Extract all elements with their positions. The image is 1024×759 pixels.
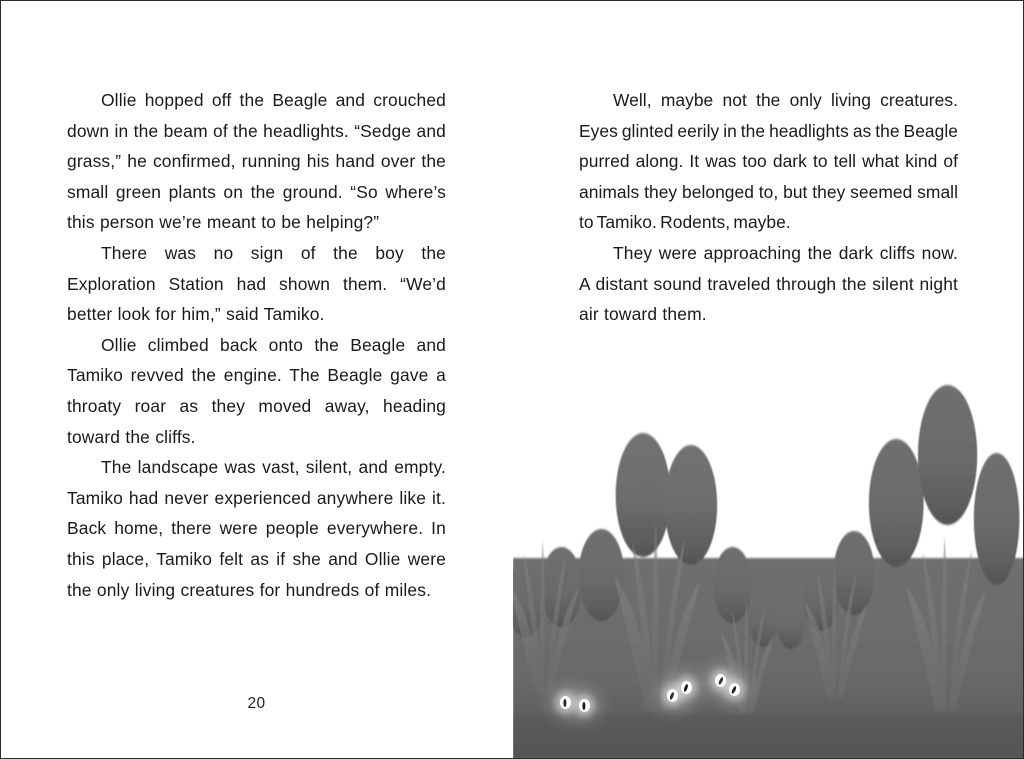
paragraph: They were approaching the dark cliffs now. A distant sound traveled through the silent night air toward them. bbox=[579, 242, 958, 325]
glowing-eye bbox=[579, 699, 590, 712]
illustration-artwork bbox=[513, 363, 1024, 759]
paragraph: There was no sign of the boy the Exploration Station had shown them. “We’d better look for him,” said Tamiko. bbox=[67, 242, 446, 325]
left-text-column bbox=[67, 85, 446, 605]
night-cliffs-illustration bbox=[513, 363, 1024, 759]
glowing-eye bbox=[681, 681, 692, 694]
paragraph: The landscape was vast, silent, and empty. Tamiko had never experienced anywhere like it. Back home, there were people everywhere. In this place, Tamiko felt as if she and Ollie were the only living creatures for hundreds of miles. bbox=[67, 457, 446, 600]
glowing-eye bbox=[667, 689, 678, 702]
paragraph: Ollie hopped off the Beagle and crouched down in the beam of the headlights. “Sedge and grass,” he confirmed, running his hand over the small green plants on the ground. “So where’s this person we’re meant to be helping?” bbox=[67, 90, 446, 233]
paragraph: Ollie climbed back onto the Beagle and Tamiko revved the engine. The Beagle gave a throaty roar as they moved away, heading toward the cliffs. bbox=[67, 334, 446, 447]
glowing-eye bbox=[729, 683, 740, 696]
glowing-eye bbox=[560, 696, 571, 709]
foreground-shadow bbox=[513, 715, 1024, 759]
right-text-column bbox=[579, 85, 958, 330]
paragraph: Well, maybe not the only living creatures. Eyes glinted eerily in the headlights as the Beagle purred along. It was too dark to tell what kind of animals they belonged to, but they seemed small to Tamiko. Rodents, maybe. bbox=[579, 90, 958, 233]
page-number: 20 bbox=[247, 695, 266, 712]
